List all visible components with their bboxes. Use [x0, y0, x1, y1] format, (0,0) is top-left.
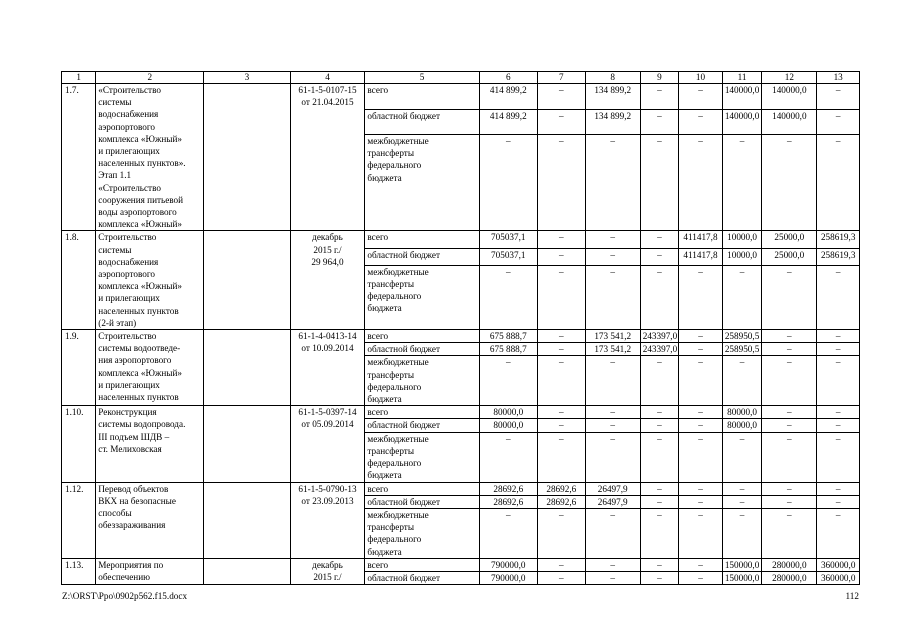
amount-cell: 28692,6	[479, 495, 537, 508]
amount-cell: –	[537, 231, 585, 248]
document-line: от 10.09.2014	[301, 343, 354, 354]
amount-cell: –	[762, 135, 817, 231]
amount-cell: 705037,1	[479, 248, 537, 265]
funding-source	[365, 231, 479, 248]
amount-cell: 140000,0	[722, 84, 761, 110]
amount-cell: –	[537, 84, 585, 110]
amount-cell: –	[722, 495, 761, 508]
amount-cell: –	[585, 571, 640, 584]
funding-source	[365, 135, 479, 231]
column-3-cell	[204, 231, 290, 330]
column-number: 5	[365, 72, 479, 84]
column-3-cell	[204, 330, 290, 406]
item-number: 1.12.	[62, 482, 96, 558]
amount-cell: –	[679, 343, 723, 356]
amount-cell: 243397,0	[640, 343, 678, 356]
amount-cell: –	[585, 265, 640, 329]
amount-cell: –	[722, 508, 761, 558]
amount-cell: –	[762, 482, 817, 495]
amount-cell: 28692,6	[479, 482, 537, 495]
item-name	[96, 84, 204, 231]
column-number: 4	[290, 72, 365, 84]
item-name-line: Строительство	[98, 232, 157, 243]
amount-cell: –	[537, 248, 585, 265]
item-name-line: (2-й этап)	[98, 317, 137, 328]
funding-source-line: межбюджетные	[367, 266, 429, 277]
item-name-line: системы водоотведе-	[98, 343, 181, 354]
funding-source-line: всего	[367, 232, 389, 243]
amount-cell: –	[679, 135, 723, 231]
amount-cell: –	[679, 356, 723, 406]
amount-cell: 360000,0	[817, 571, 860, 584]
amount-cell: –	[479, 356, 537, 406]
amount-cell: –	[640, 135, 678, 231]
amount-cell: –	[817, 432, 860, 482]
item-name-line: комплекса «Южный»	[98, 281, 182, 292]
amount-cell: 280000,0	[762, 571, 817, 584]
item-name	[96, 558, 204, 584]
funding-source-line: федерального	[367, 160, 422, 171]
budget-table	[61, 71, 860, 585]
item-name-line: способы	[98, 507, 132, 518]
item-name	[96, 482, 204, 558]
item-name-line: аэропортового	[98, 121, 155, 132]
funding-source-line: областной бюджет	[367, 110, 440, 121]
amount-cell: –	[817, 356, 860, 406]
amount-cell: –	[762, 343, 817, 356]
funding-source-line: межбюджетные	[367, 509, 429, 520]
funding-source	[365, 109, 479, 135]
page-number: 112	[845, 591, 859, 601]
amount-cell: –	[679, 482, 723, 495]
funding-source	[365, 508, 479, 558]
amount-cell: 790000,0	[479, 558, 537, 571]
funding-source-line: областной бюджет	[367, 572, 440, 583]
item-name-line: «Строительство	[98, 182, 161, 193]
document-cell	[290, 84, 365, 231]
column-number: 1	[62, 72, 96, 84]
amount-cell: –	[640, 248, 678, 265]
amount-cell: –	[537, 571, 585, 584]
amount-cell: –	[640, 508, 678, 558]
item-name-line: населенных пунктов	[98, 305, 179, 316]
amount-cell: 258619,3	[817, 231, 860, 248]
amount-cell: 150000,0	[722, 558, 761, 571]
funding-source-line: межбюджетные	[367, 357, 429, 368]
column-number: 10	[679, 72, 723, 84]
item-name-line: ния аэропортового	[98, 355, 172, 366]
item-name-line: населенных пунктов	[98, 392, 179, 403]
funding-source-line: федерального	[367, 291, 422, 301]
amount-cell: 140000,0	[762, 109, 817, 135]
column-number: 12	[762, 72, 817, 84]
document-cell	[290, 231, 365, 330]
amount-cell: –	[640, 419, 678, 432]
amount-cell: 80000,0	[479, 406, 537, 419]
amount-cell: –	[817, 84, 860, 110]
amount-cell: 173 541,2	[585, 330, 640, 343]
funding-source-line: всего	[367, 407, 389, 418]
amount-cell: –	[762, 508, 817, 558]
amount-cell: –	[817, 482, 860, 495]
item-name-line: обеззараживания	[98, 520, 166, 531]
item-name	[96, 231, 204, 330]
funding-source-line: трансферты	[367, 278, 414, 289]
amount-cell: 360000,0	[817, 558, 860, 571]
amount-cell: –	[679, 508, 723, 558]
amount-cell: –	[679, 109, 723, 135]
amount-cell: –	[679, 432, 723, 482]
amount-cell: –	[679, 406, 723, 419]
funding-source	[365, 558, 479, 571]
column-number: 2	[96, 72, 204, 84]
document-cell	[290, 330, 365, 406]
amount-cell: –	[817, 135, 860, 231]
amount-cell: –	[537, 265, 585, 329]
amount-cell: 134 899,2	[585, 109, 640, 135]
amount-cell: –	[479, 265, 537, 329]
document-line: декабрь	[312, 232, 343, 243]
item-name-line: обеспечению	[98, 571, 150, 582]
amount-cell: 411417,8	[679, 231, 723, 248]
amount-cell: 80000,0	[479, 419, 537, 432]
amount-cell: 280000,0	[762, 558, 817, 571]
item-name-line: комплекса «Южный»	[98, 133, 182, 144]
table-row	[62, 558, 860, 571]
document-line: от 23.09.2013	[301, 495, 354, 506]
column-number: 11	[722, 72, 761, 84]
amount-cell: –	[537, 419, 585, 432]
funding-source-line: межбюджетные	[367, 433, 429, 444]
item-name	[96, 330, 204, 406]
amount-cell: 258950,5	[722, 343, 761, 356]
item-name-line: водоснабжения	[98, 256, 159, 267]
amount-cell: –	[762, 495, 817, 508]
document-line: 61-1-4-0413-14	[298, 331, 357, 342]
document-cell	[290, 558, 365, 584]
document-line: 2015 г./	[313, 571, 342, 582]
amount-cell: 25000,0	[762, 248, 817, 265]
amount-cell: –	[640, 406, 678, 419]
amount-cell: –	[817, 343, 860, 356]
column-3-cell	[204, 84, 290, 231]
funding-source-line: трансферты	[367, 148, 414, 159]
amount-cell: 790000,0	[479, 571, 537, 584]
item-number: 1.9.	[62, 330, 96, 406]
amount-cell: –	[537, 109, 585, 135]
column-number: 7	[537, 72, 585, 84]
amount-cell: –	[679, 419, 723, 432]
amount-cell: –	[762, 432, 817, 482]
document-line: 29 964,0	[311, 256, 344, 267]
funding-source	[365, 248, 479, 265]
item-name-line: Мероприятия по	[98, 559, 164, 570]
item-name-line: комплекса «Южный»	[98, 219, 182, 230]
amount-cell: –	[585, 508, 640, 558]
amount-cell: 173 541,2	[585, 343, 640, 356]
funding-source-line: трансферты	[367, 369, 414, 380]
item-name-line: ВКХ на безопасные	[98, 495, 176, 506]
amount-cell: –	[640, 265, 678, 329]
amount-cell: 150000,0	[722, 571, 761, 584]
funding-source	[365, 84, 479, 110]
funding-source-line: областной бюджет	[367, 496, 440, 507]
amount-cell: –	[479, 135, 537, 231]
funding-source	[365, 419, 479, 432]
item-name-line: воды аэропортового	[98, 207, 177, 218]
funding-source-line: всего	[367, 483, 389, 494]
document-cell	[290, 406, 365, 482]
amount-cell: –	[537, 356, 585, 406]
amount-cell: 28692,6	[537, 495, 585, 508]
funding-source-line: бюджета	[367, 470, 402, 481]
funding-source	[365, 343, 479, 356]
funding-source	[365, 432, 479, 482]
amount-cell: 411417,8	[679, 248, 723, 265]
funding-source-line: бюджета	[367, 172, 402, 183]
amount-cell: 134 899,2	[585, 84, 640, 110]
item-number: 1.7.	[62, 84, 96, 231]
funding-source-line: межбюджетные	[367, 136, 429, 147]
amount-cell: 28692,6	[537, 482, 585, 495]
amount-cell: –	[640, 495, 678, 508]
amount-cell: 26497,9	[585, 495, 640, 508]
amount-cell: –	[585, 406, 640, 419]
table-row	[62, 482, 860, 495]
funding-source-line: федерального	[367, 458, 422, 469]
amount-cell: –	[679, 495, 723, 508]
column-number: 9	[640, 72, 678, 84]
item-name	[96, 406, 204, 482]
funding-source-line: федерального	[367, 534, 422, 545]
amount-cell: 705037,1	[479, 231, 537, 248]
item-number: 1.8.	[62, 231, 96, 330]
amount-cell: –	[640, 482, 678, 495]
amount-cell: –	[722, 356, 761, 406]
amount-cell: 675 888,7	[479, 343, 537, 356]
amount-cell: –	[640, 109, 678, 135]
document-line: 2015 г./	[313, 244, 342, 255]
amount-cell: –	[585, 135, 640, 231]
document-cell	[290, 482, 365, 558]
amount-cell: –	[817, 508, 860, 558]
item-name-line: Этап 1.1	[98, 170, 132, 181]
funding-source	[365, 330, 479, 343]
amount-cell: –	[640, 231, 678, 248]
amount-cell: –	[762, 265, 817, 329]
item-name-line: и прилегающих	[98, 379, 160, 390]
column-3-cell	[204, 482, 290, 558]
amount-cell: 414 899,2	[479, 84, 537, 110]
amount-cell: 80000,0	[722, 419, 761, 432]
item-number: 1.13.	[62, 558, 96, 584]
amount-cell: –	[817, 265, 860, 329]
funding-source-line: федерального	[367, 381, 422, 392]
amount-cell: –	[537, 135, 585, 231]
item-name-line: III подъем ШДВ –	[98, 431, 170, 442]
document-line: от 21.04.2015	[301, 97, 354, 108]
amount-cell: 675 888,7	[479, 330, 537, 343]
amount-cell: –	[679, 84, 723, 110]
column-number: 6	[479, 72, 537, 84]
amount-cell: 10000,0	[722, 231, 761, 248]
funding-source-line: бюджета	[367, 303, 402, 314]
table-row	[62, 231, 860, 248]
amount-cell: –	[537, 558, 585, 571]
amount-cell: –	[585, 419, 640, 432]
amount-cell: –	[585, 356, 640, 406]
item-name-line: ст. Мелиховская	[98, 443, 162, 454]
amount-cell: 414 899,2	[479, 109, 537, 135]
amount-cell: –	[722, 482, 761, 495]
amount-cell: –	[585, 432, 640, 482]
amount-cell: –	[679, 571, 723, 584]
amount-cell: –	[679, 558, 723, 571]
item-number: 1.10.	[62, 406, 96, 482]
table-row	[62, 406, 860, 419]
item-name-line: Перевод объектов	[98, 483, 169, 494]
amount-cell: –	[817, 406, 860, 419]
funding-source-line: областной бюджет	[367, 344, 440, 355]
funding-source-line: областной бюджет	[367, 420, 440, 431]
amount-cell: –	[722, 135, 761, 231]
amount-cell: 25000,0	[762, 231, 817, 248]
column-3-cell	[204, 406, 290, 482]
amount-cell: –	[585, 248, 640, 265]
document-line: 61-1-5-0790-13	[298, 483, 357, 494]
item-name-line: населенных пунктов».	[98, 158, 186, 169]
amount-cell: –	[640, 356, 678, 406]
item-name-line: водоснабжения	[98, 109, 159, 120]
column-number: 8	[585, 72, 640, 84]
amount-cell: –	[537, 508, 585, 558]
document-line: 61-1-5-0107-15	[298, 85, 357, 95]
amount-cell: –	[762, 406, 817, 419]
amount-cell: –	[537, 343, 585, 356]
document-line: 61-1-5-0397-14	[298, 407, 357, 418]
amount-cell: –	[640, 432, 678, 482]
amount-cell: 80000,0	[722, 406, 761, 419]
item-name-line: комплекса «Южный»	[98, 367, 182, 378]
amount-cell: –	[640, 558, 678, 571]
funding-source-line: бюджета	[367, 394, 402, 405]
column-3-cell	[204, 558, 290, 584]
item-name-line: аэропортового	[98, 269, 155, 280]
funding-source	[365, 265, 479, 329]
item-name-line: «Строительство	[98, 85, 161, 95]
item-name-line: сооружения питьевой	[98, 194, 184, 205]
funding-source-line: областной бюджет	[367, 249, 440, 260]
amount-cell: –	[762, 356, 817, 406]
amount-cell: –	[679, 330, 723, 343]
funding-source	[365, 356, 479, 406]
amount-cell: 258950,5	[722, 330, 761, 343]
document-line: от 05.09.2014	[301, 419, 354, 430]
amount-cell: –	[817, 330, 860, 343]
item-name-line: системы водопровода.	[98, 419, 186, 430]
funding-source-line: трансферты	[367, 522, 414, 533]
funding-source-line: всего	[367, 559, 389, 570]
amount-cell: –	[762, 419, 817, 432]
funding-source-line: бюджета	[367, 546, 402, 557]
amount-cell: –	[585, 558, 640, 571]
header-row	[62, 72, 860, 84]
amount-cell: –	[585, 231, 640, 248]
amount-cell: 258619,3	[817, 248, 860, 265]
amount-cell: –	[817, 109, 860, 135]
amount-cell: –	[479, 508, 537, 558]
item-name-line: Реконструкция	[98, 407, 157, 418]
funding-source-line: трансферты	[367, 445, 414, 456]
amount-cell: –	[537, 432, 585, 482]
item-name-line: и прилегающих	[98, 293, 160, 304]
amount-cell: –	[537, 330, 585, 343]
amount-cell: –	[640, 571, 678, 584]
table-row	[62, 84, 860, 110]
amount-cell: 26497,9	[585, 482, 640, 495]
file-path: Z:\ORST\Ppo\0902p562.f15.docx	[62, 591, 188, 601]
item-name-line: Строительство	[98, 331, 157, 342]
funding-source	[365, 495, 479, 508]
amount-cell: –	[817, 419, 860, 432]
amount-cell: 10000,0	[722, 248, 761, 265]
amount-cell: –	[722, 265, 761, 329]
funding-source-line: всего	[367, 331, 389, 342]
funding-source	[365, 571, 479, 584]
amount-cell: –	[640, 84, 678, 110]
funding-source	[365, 482, 479, 495]
item-name-line: и прилегающих	[98, 146, 160, 157]
column-number: 3	[204, 72, 290, 84]
amount-cell: –	[817, 495, 860, 508]
amount-cell: 140000,0	[762, 84, 817, 110]
item-name-line: системы	[98, 97, 132, 108]
funding-source	[365, 406, 479, 419]
amount-cell: 243397,0	[640, 330, 678, 343]
document-line: декабрь	[312, 559, 343, 570]
amount-cell: 140000,0	[722, 109, 761, 135]
amount-cell: –	[537, 406, 585, 419]
funding-source-line: всего	[367, 85, 389, 95]
amount-cell: –	[679, 265, 723, 329]
amount-cell: –	[722, 432, 761, 482]
column-number: 13	[817, 72, 860, 84]
item-name-line: системы	[98, 244, 132, 255]
amount-cell: –	[479, 432, 537, 482]
amount-cell: –	[762, 330, 817, 343]
table-row	[62, 330, 860, 343]
